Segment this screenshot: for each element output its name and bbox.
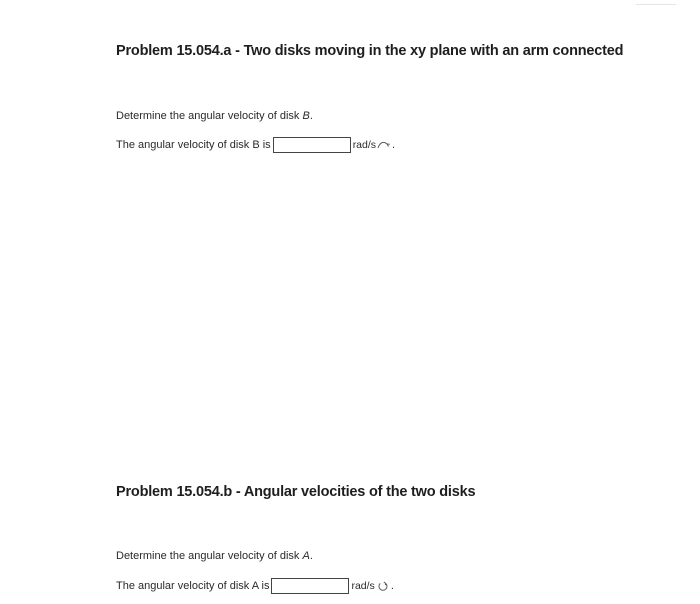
- clockwise-circle-arrow-icon: [376, 581, 390, 591]
- problem-a-answer-row: [116, 137, 686, 153]
- problem-b-unit: rad/s: [351, 580, 375, 592]
- problem-a-period: .: [392, 139, 396, 151]
- problem-b-title: Problem 15.054.b - Angular velocities of the two disks: [116, 484, 476, 500]
- problem-b-prompt-end: .: [309, 550, 313, 562]
- problem-b-prompt-variable: A: [302, 550, 310, 562]
- problem-b-prompt: [116, 549, 686, 563]
- problem-b-answer-label: The angular velocity of disk A is: [116, 580, 270, 592]
- problem-a-prompt-end: .: [309, 110, 313, 122]
- counterclockwise-arrow-icon: [377, 140, 391, 150]
- top-divider: [636, 4, 676, 5]
- problem-b-section: [116, 482, 686, 594]
- problem-b-period: .: [390, 580, 394, 592]
- problem-b-prompt-text: Determine the angular velocity of disk: [116, 550, 303, 562]
- problem-a-answer-label: The angular velocity of disk B is: [116, 139, 271, 151]
- problem-a-section: [116, 41, 686, 153]
- problem-a-unit: rad/s: [352, 139, 377, 151]
- problem-a-prompt: [116, 109, 686, 123]
- problem-a-prompt-variable: B: [302, 110, 310, 122]
- angular-velocity-a-input[interactable]: [271, 578, 349, 594]
- problem-b-answer-row: [116, 578, 686, 594]
- problem-a-title: Problem 15.054.a - Two disks moving in the xy plane with an arm connected: [116, 43, 624, 59]
- angular-velocity-b-input[interactable]: [273, 137, 351, 153]
- problem-a-prompt-text: Determine the angular velocity of disk: [116, 110, 303, 122]
